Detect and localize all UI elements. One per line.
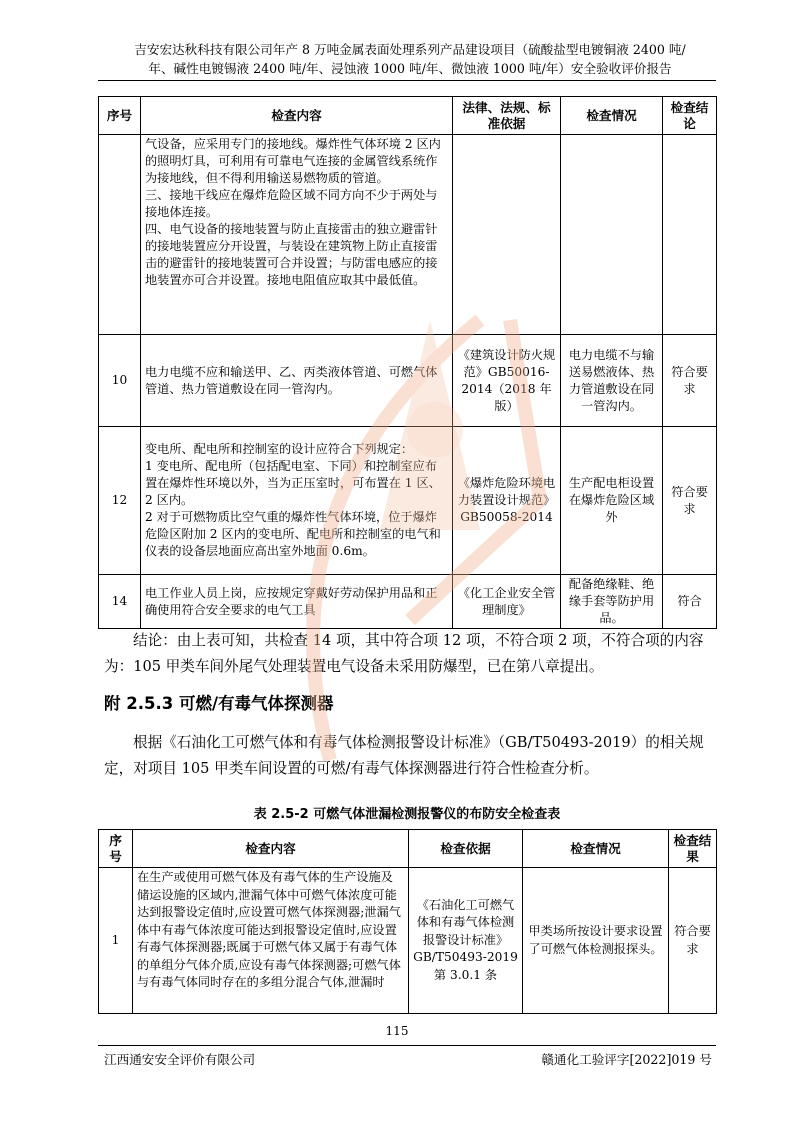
row-result: 符合 xyxy=(663,575,717,629)
table-header-row xyxy=(99,830,717,868)
table-row xyxy=(99,135,717,335)
footer-doc-number: 赣通化工验评字[2022]019 号 xyxy=(541,1052,712,1067)
table-header-row xyxy=(99,97,717,135)
col-header-basis: 法律、法规、标准依据 xyxy=(453,97,561,135)
page-header xyxy=(100,40,720,78)
row-basis: 《石油化工可燃气体和有毒气体检测报警设计标准》GB/T50493-2019 第 3.0.1 条 xyxy=(409,868,523,1014)
table-row xyxy=(99,335,717,427)
row-content: 电力电缆不应和输送甲、乙、丙类液体管道、可燃气体管道、热力管道敷设在同一管沟内。 xyxy=(141,335,453,427)
section-title: 附 2.5.3 可燃/有毒气体探测器 xyxy=(104,694,334,713)
header-line-2: 年、碱性电镀锡液 2400 吨/年、浸蚀液 1000 吨/年、微蚀液 1000 吨/年）安全验收评价报告 xyxy=(148,61,672,76)
page-number: 115 xyxy=(385,1024,409,1038)
row-basis xyxy=(453,135,561,335)
col-header-no: 序号 xyxy=(99,97,141,135)
row-status: 生产配电柜设置在爆炸危险区域外 xyxy=(561,427,663,575)
col-header-basis: 检查依据 xyxy=(409,830,523,868)
header-rule xyxy=(98,80,716,81)
table-row xyxy=(99,868,717,1014)
row-no xyxy=(99,135,141,335)
row-basis: 《爆炸危险环境电力装置设计规范》GB50058-2014 xyxy=(453,427,561,575)
gas-detector-check-table xyxy=(98,829,717,1014)
row-content: 在生产或使用可燃气体及有毒气体的生产设施及储运设施的区域内,泄漏气体中可燃气体浓度可能达到报警设定值时,应设置可燃气体探测器;泄漏气体中有毒气体浓度可能达到报警设定值时,应设置有毒气体探测器;既属于可燃气体又属于有毒气体的单组分气体介质,应设有毒气体探测器;可燃气体与有毒气体同时存在的多组分混合气体,泄漏时 xyxy=(133,868,409,1014)
row-result: 符合要求 xyxy=(663,335,717,427)
row-no: 12 xyxy=(99,427,141,575)
footer-rule xyxy=(98,1045,716,1046)
col-header-result: 检查结果 xyxy=(669,830,717,868)
row-no: 1 xyxy=(99,868,133,1014)
intro-paragraph: 根据《石油化工可燃气体和有毒气体检测报警设计标准》（GB/T50493-2019）的相关规定，对项目 105 甲类车间设置的可燃/有毒气体探测器进行符合性检查分析。 xyxy=(104,734,704,777)
table-caption: 表 2.5-2 可燃气体泄漏检测报警仪的布防安全检查表 xyxy=(253,807,561,822)
col-header-status: 检查情况 xyxy=(523,830,669,868)
footer-company: 江西通安安全评价有限公司 xyxy=(104,1052,256,1067)
table-row xyxy=(99,427,717,575)
col-header-status: 检查情况 xyxy=(561,97,663,135)
col-header-result: 检查结论 xyxy=(663,97,717,135)
header-line-1: 吉安宏达秋科技有限公司年产 8 万吨金属表面处理系列产品建设项目（硫酸盐型电镀铜液 2400 吨/ xyxy=(134,42,686,57)
col-header-no: 序号 xyxy=(99,830,133,868)
row-result xyxy=(663,135,717,335)
electrical-check-table xyxy=(98,96,717,629)
row-no: 14 xyxy=(99,575,141,629)
row-basis: 《建筑设计防火规范》GB50016-2014（2018 年版） xyxy=(453,335,561,427)
col-header-content: 检查内容 xyxy=(133,830,409,868)
row-status: 配备绝缘鞋、绝缘手套等防护用品。 xyxy=(561,575,663,629)
row-content: 变电所、配电所和控制室的设计应符合下列规定： 1 变电所、配电所（包括配电室、下同）和控制室应布置在爆炸性环境以外，当为正压室时，可布置在 1 区、2 区内。 2 对于可燃物质比空气重的爆炸性气体环境，位于爆炸危险区附加 2 区内的变电所、配电所和控制室的电气和仪表的设备层地面应高出室外地面 0.6m。 xyxy=(141,427,453,575)
row-basis: 《化工企业安全管理制度》 xyxy=(453,575,561,629)
row-status: 甲类场所按设计要求设置了可燃气体检测报探头。 xyxy=(523,868,669,1014)
row-content: 气设备，应采用专门的接地线。爆炸性气体环境 2 区内的照明灯具，可利用有可靠电气连接的金属管线系统作为接地线，但不得利用输送易燃物质的管道。 三、接地干线应在爆炸危险区域不同方向不少于两处与接地体连接。 四、电气设备的接地装置与防止直接雷击的独立避雷针的接地装置应分开设置，与装设在建筑物上防止直接雷击的避雷针的接地装置可合并设置；与防雷电感应的接地装置亦可合并设置。接地电阻值应取其中最低值。 xyxy=(141,135,453,335)
row-result: 符合要求 xyxy=(663,427,717,575)
table-row xyxy=(99,575,717,629)
row-result: 符合要求 xyxy=(669,868,717,1014)
col-header-content: 检查内容 xyxy=(141,97,453,135)
row-status xyxy=(561,135,663,335)
row-no: 10 xyxy=(99,335,141,427)
conclusion-paragraph: 结论：由上表可知，共检查 14 项，其中符合项 12 项，不符合项 2 项，不符合项的内容为：105 甲类车间外尾气处理装置电气设备未采用防爆型，已在第八章提出。 xyxy=(104,632,704,675)
row-content: 电工作业人员上岗，应按规定穿戴好劳动保护用品和正确使用符合安全要求的电气工具 xyxy=(141,575,453,629)
row-status: 电力电缆不与输送易燃液体、热力管道敷设在同一管沟内。 xyxy=(561,335,663,427)
